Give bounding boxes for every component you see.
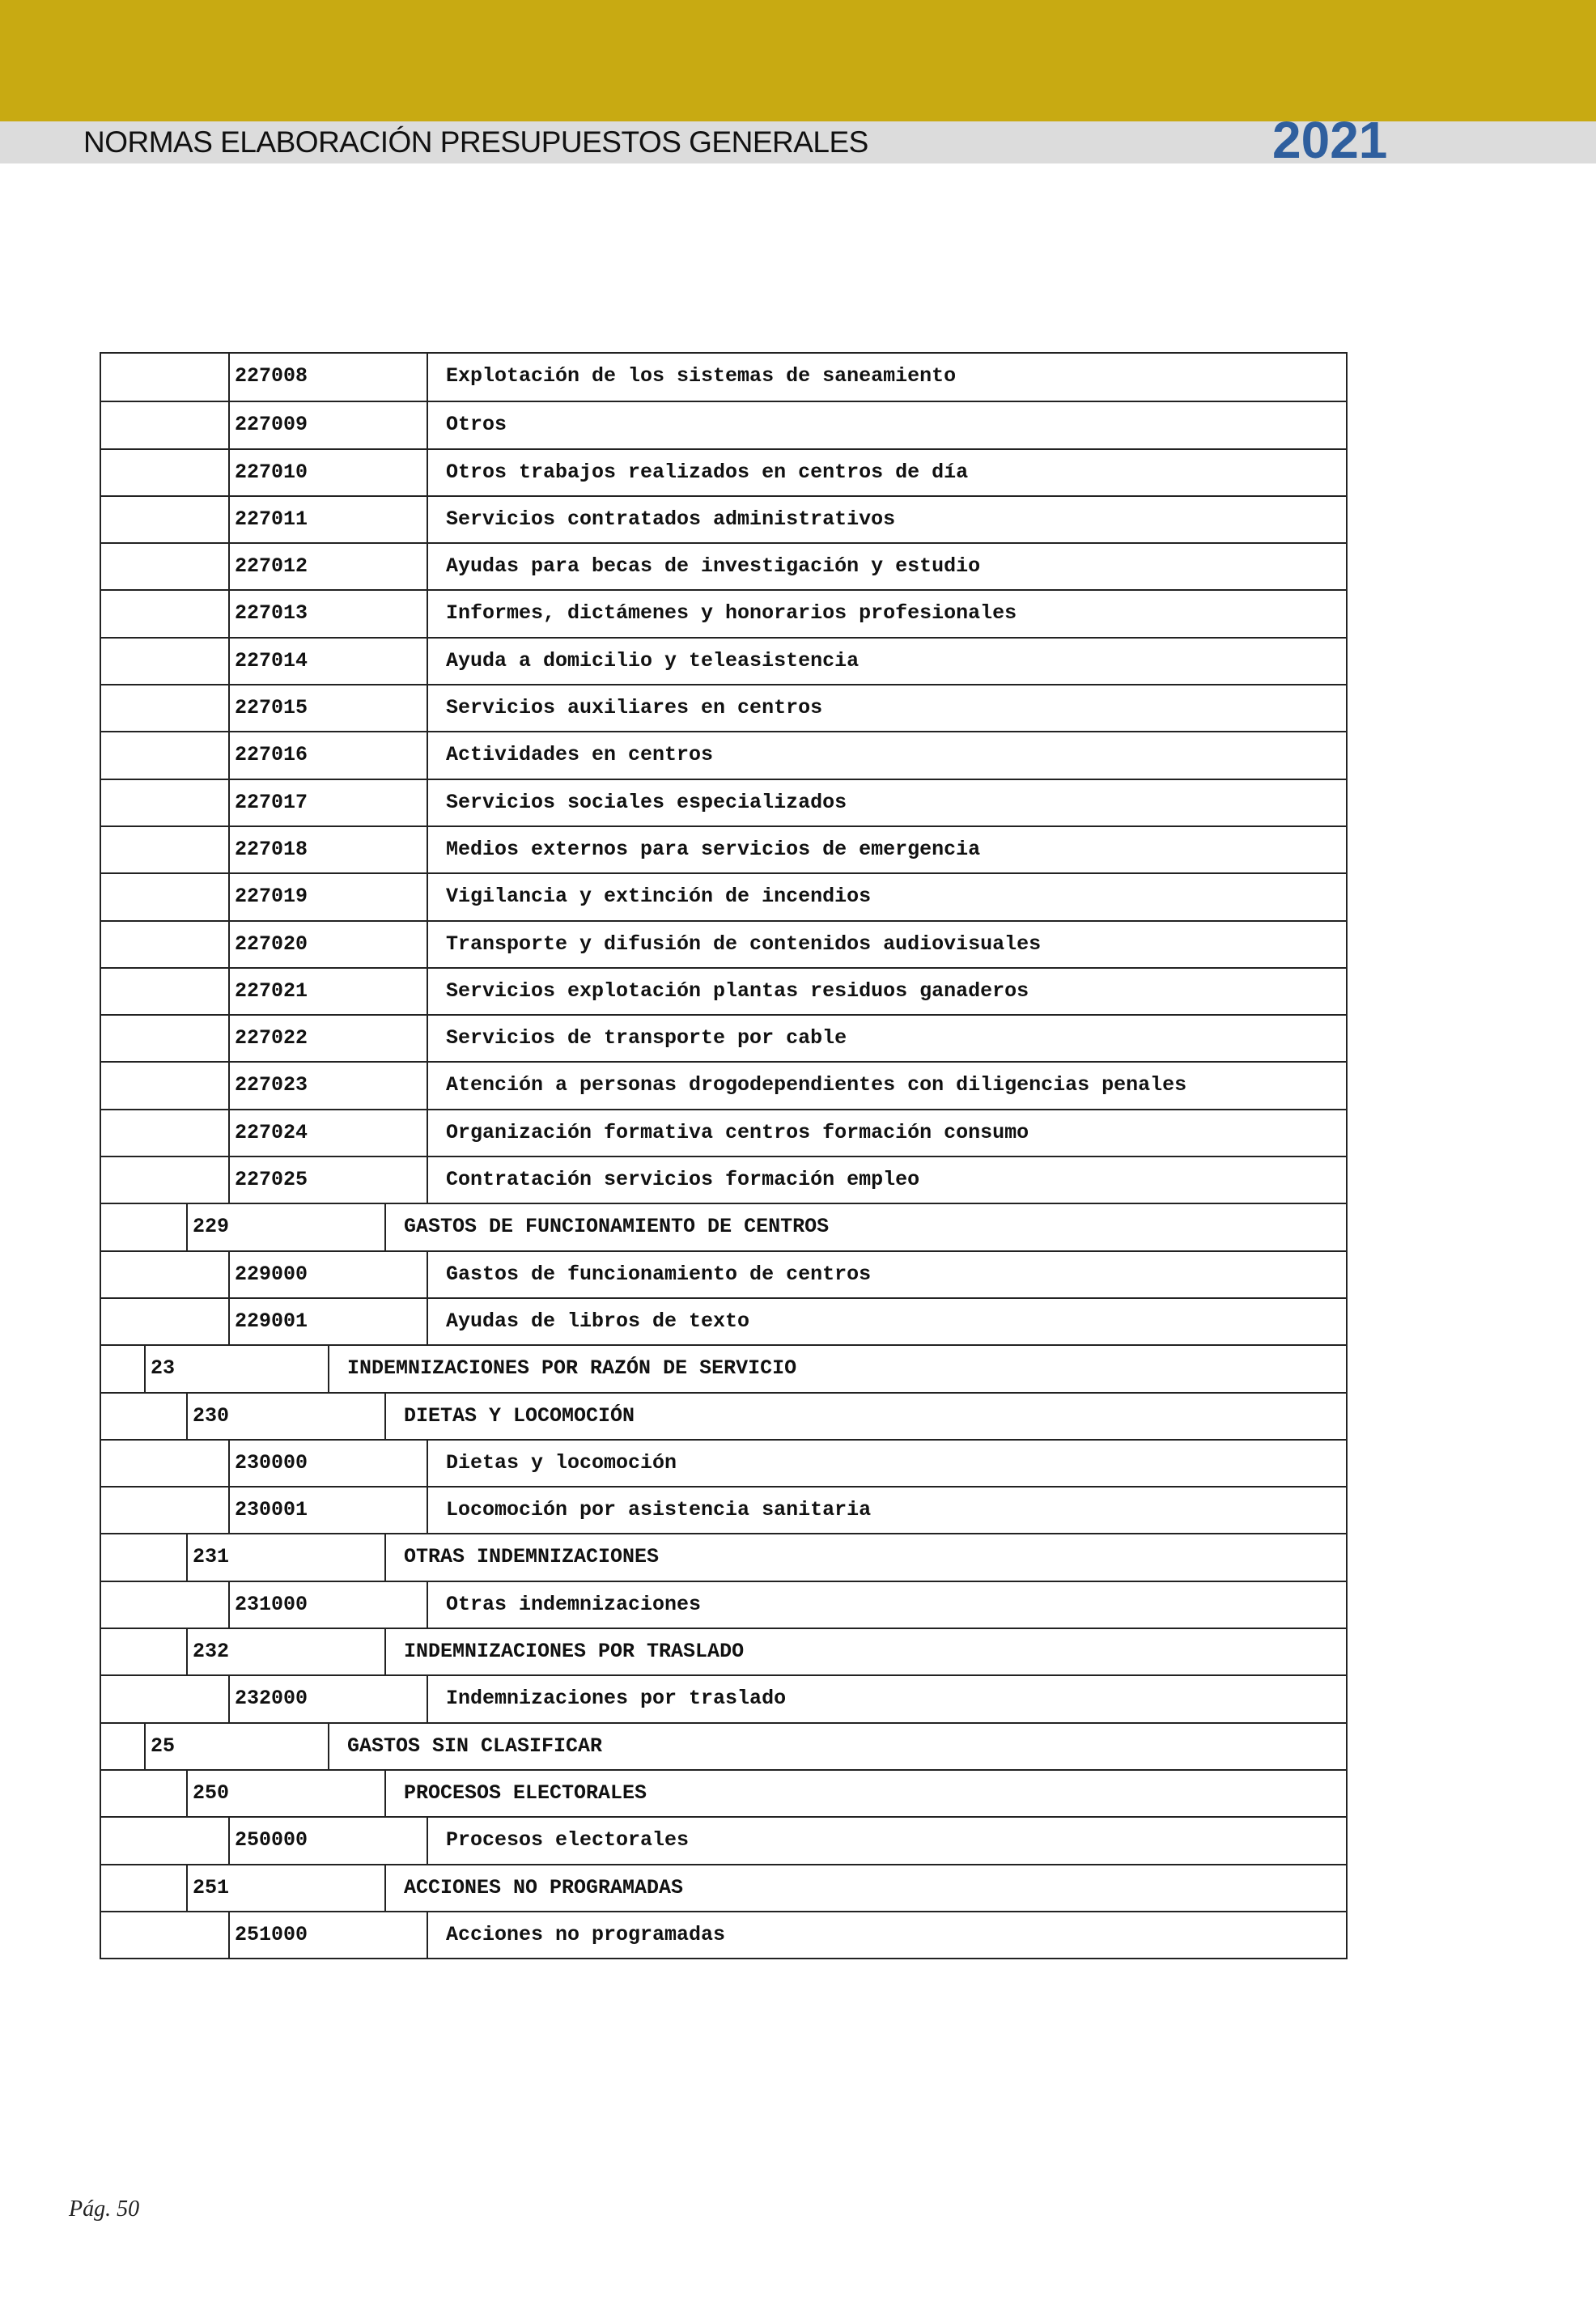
row-code: 230000 [228,1441,308,1486]
table-row [101,1628,1346,1674]
row-code: 227009 [228,402,308,448]
document-title: NORMAS ELABORACIÓN PRESUPUESTOS GENERALES [83,125,868,159]
page-number: Pág. 50 [69,2196,140,2222]
row-description: INDEMNIZACIONES POR TRASLADO [384,1629,1346,1674]
row-description: Medios externos para servicios de emergencia [427,827,1346,872]
row-description: Otros trabajos realizados en centros de día [427,450,1346,495]
row-code: 231 [186,1534,229,1580]
row-description: Organización formativa centros formación consumo [427,1110,1346,1156]
row-description: Servicios sociales especializados [427,780,1346,825]
row-description: Indemnizaciones por traslado [427,1676,1346,1721]
row-code: 227010 [228,450,308,495]
row-description: Explotación de los sistemas de saneamiento [427,354,1346,401]
row-code: 227023 [228,1063,308,1108]
table-row [101,1816,1346,1863]
row-code: 227020 [228,922,308,967]
table-row [101,731,1346,778]
document-year: 2021 [1272,111,1388,169]
row-code: 227008 [228,354,308,401]
table-row [101,920,1346,967]
row-code: 227025 [228,1157,308,1203]
row-description: Vigilancia y extinción de incendios [427,874,1346,919]
row-code: 227022 [228,1016,308,1061]
row-code: 227011 [228,497,308,542]
row-code: 25 [144,1724,175,1769]
row-description: Ayuda a domicilio y teleasistencia [427,639,1346,684]
table-row [101,401,1346,448]
table-row [101,1722,1346,1769]
row-code: 227015 [228,685,308,731]
row-description: INDEMNIZACIONES POR RAZÓN DE SERVICIO [328,1346,1346,1391]
row-description: Servicios de transporte por cable [427,1016,1346,1061]
row-description: Ayudas de libros de texto [427,1299,1346,1344]
row-code: 250 [186,1771,229,1816]
row-code: 227019 [228,874,308,919]
table-row [101,1109,1346,1156]
budget-code-table [100,352,1348,1959]
row-description: DIETAS Y LOCOMOCIÓN [384,1394,1346,1439]
table-row [101,825,1346,872]
row-code: 229001 [228,1299,308,1344]
row-code: 227024 [228,1110,308,1156]
row-description: Transporte y difusión de contenidos audiovisuales [427,922,1346,967]
row-code: 251000 [228,1912,308,1958]
row-code: 250000 [228,1818,308,1863]
table-row [101,637,1346,684]
row-code: 23 [144,1346,175,1391]
row-code: 251 [186,1865,229,1911]
row-description: Contratación servicios formación empleo [427,1157,1346,1203]
table-row [101,1581,1346,1628]
table-row [101,1674,1346,1721]
table-row [101,1392,1346,1439]
row-description: Servicios contratados administrativos [427,497,1346,542]
row-description: Locomoción por asistencia sanitaria [427,1488,1346,1533]
row-description: Dietas y locomoción [427,1441,1346,1486]
row-description: PROCESOS ELECTORALES [384,1771,1346,1816]
table-row [101,1911,1346,1958]
table-row [101,589,1346,636]
row-code: 230 [186,1394,229,1439]
row-code: 227013 [228,591,308,636]
row-code: 227012 [228,544,308,589]
row-code: 227016 [228,732,308,778]
table-row [101,872,1346,919]
table-row [101,1061,1346,1108]
row-description: Servicios auxiliares en centros [427,685,1346,731]
table-row [101,684,1346,731]
row-description: GASTOS DE FUNCIONAMIENTO DE CENTROS [384,1204,1346,1250]
row-code: 229000 [228,1252,308,1297]
row-description: Informes, dictámenes y honorarios profesionales [427,591,1346,636]
row-description: Otros [427,402,1346,448]
table-row [101,1533,1346,1580]
row-description: Acciones no programadas [427,1912,1346,1958]
table-row [101,779,1346,825]
row-description: OTRAS INDEMNIZACIONES [384,1534,1346,1580]
table-row [101,495,1346,542]
row-description: Actividades en centros [427,732,1346,778]
row-description: GASTOS SIN CLASIFICAR [328,1724,1346,1769]
row-description: Procesos electorales [427,1818,1346,1863]
table-row [101,542,1346,589]
row-code: 227014 [228,639,308,684]
row-code: 232 [186,1629,229,1674]
table-row [101,1014,1346,1061]
table-row [101,1486,1346,1533]
row-code: 231000 [228,1582,308,1628]
row-code: 229 [186,1204,229,1250]
table-row [101,1156,1346,1203]
table-row [101,448,1346,495]
row-code: 227018 [228,827,308,872]
header-band [0,0,1596,121]
table-row [101,1297,1346,1344]
row-description: ACCIONES NO PROGRAMADAS [384,1865,1346,1911]
row-description: Otras indemnizaciones [427,1582,1346,1628]
table-row [101,1439,1346,1486]
row-description: Ayudas para becas de investigación y estudio [427,544,1346,589]
row-code: 227021 [228,969,308,1014]
table-row [101,1250,1346,1297]
table-row [101,1203,1346,1250]
table-row [101,1769,1346,1816]
row-description: Gastos de funcionamiento de centros [427,1252,1346,1297]
row-description: Atención a personas drogodependientes con diligencias penales [427,1063,1346,1108]
table-row [101,354,1346,401]
table-row [101,1344,1346,1391]
row-code: 232000 [228,1676,308,1721]
row-code: 227017 [228,780,308,825]
table-row [101,1864,1346,1911]
table-row [101,967,1346,1014]
row-code: 230001 [228,1488,308,1533]
row-description: Servicios explotación plantas residuos ganaderos [427,969,1346,1014]
